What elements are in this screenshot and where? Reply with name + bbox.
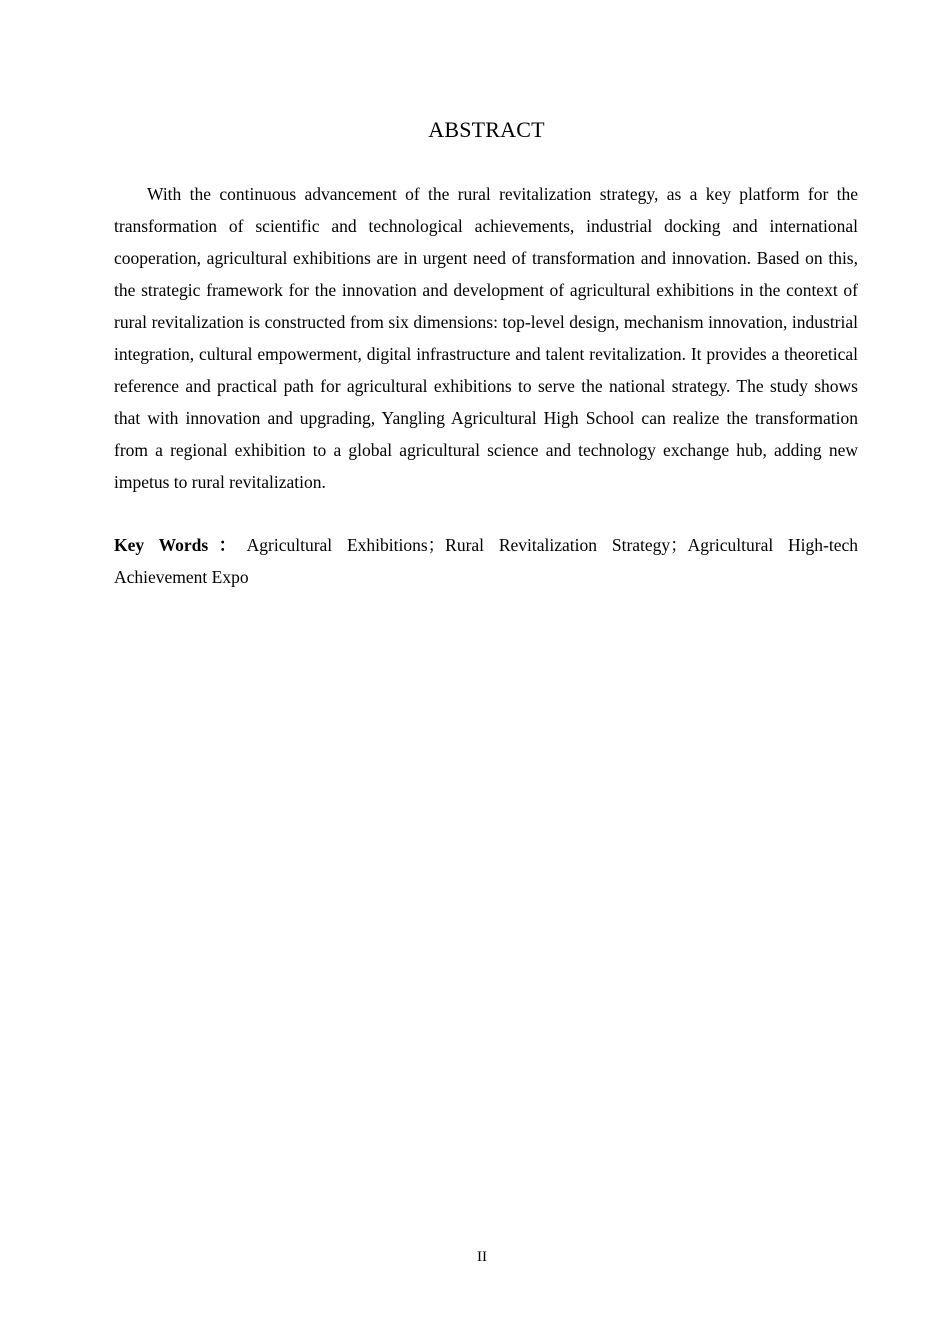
keywords-label: Key Words： bbox=[114, 535, 247, 555]
abstract-title: ABSTRACT bbox=[428, 117, 545, 142]
page-number: II bbox=[477, 1249, 487, 1265]
keywords-paragraph bbox=[114, 529, 858, 593]
keywords-text: Agricultural Exhibitions；Rural Revitalization Strategy；Agricultural High-tech Achievement Expo bbox=[114, 535, 858, 587]
abstract-body: With the continuous advancement of the rural revitalization strategy, as a key platform for the transformation of scientific and technological achievements, industrial docking and international cooperation, agricultural exhibitions are in urgent need of transformation and innovation. Based on this, the strategic framework for the innovation and development of agricultural exhibitions in the context of rural revitalization is constructed from six dimensions: top-level design, mechanism innovation, industrial integration, cultural empowerment, digital infrastructure and talent revitalization. It provides a theoretical reference and practical path for agricultural exhibitions to serve the national strategy. The study shows that with innovation and upgrading, Yangling Agricultural High School can realize the transformation from a regional exhibition to a global agricultural science and technology exchange hub, adding new impetus to rural revitalization. bbox=[114, 184, 858, 492]
